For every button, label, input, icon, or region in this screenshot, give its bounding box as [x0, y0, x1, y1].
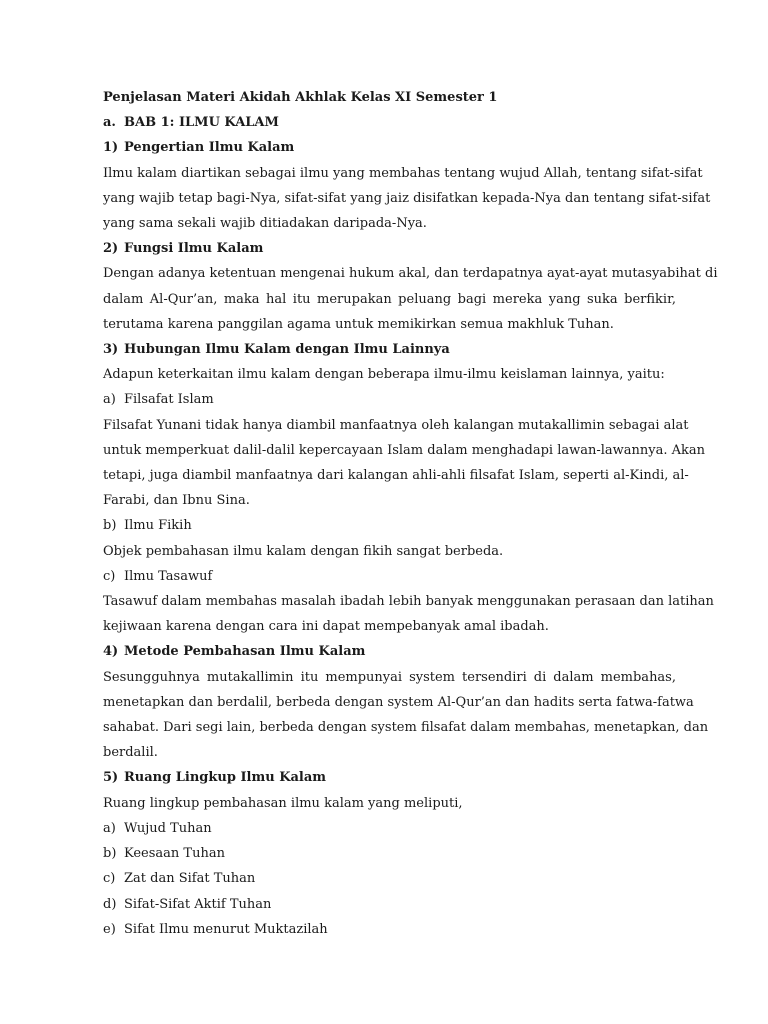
document-page	[103, 85, 718, 942]
subsection-5-number: 5)	[103, 770, 119, 786]
list-label: d)	[103, 896, 117, 912]
list-text: Sifat Ilmu menurut Muktazilah	[124, 921, 328, 937]
subsection-3-heading	[103, 337, 676, 362]
section-title: BAB 1: ILMU KALAM	[124, 115, 279, 131]
subsection-2-title: Fungsi Ilmu Kalam	[124, 241, 264, 257]
scope-item	[103, 892, 676, 917]
section-heading	[103, 110, 676, 135]
scope-item	[103, 866, 676, 891]
list-label: c)	[103, 568, 116, 584]
related-field-filsafat-islam	[103, 387, 676, 412]
paragraph-line: menetapkan dan berdalil, berbeda dengan system Al-Qur’an dan hadits serta fatwa-fatwa	[103, 694, 694, 710]
related-field-ilmu-tasawuf	[103, 564, 676, 589]
scope-item	[103, 816, 676, 841]
subsection-2-number: 2)	[103, 241, 119, 257]
list-label: b)	[103, 518, 117, 534]
subsection-3-title: Hubungan Ilmu Kalam dengan Ilmu Lainnya	[124, 342, 450, 358]
paragraph-line: Ilmu kalam diartikan sebagai ilmu yang membahas tentang wujud Allah, tentang sifat-sifat	[103, 165, 703, 181]
list-text: Ilmu Fikih	[124, 518, 192, 534]
list-label: c)	[103, 871, 116, 887]
scope-item	[103, 917, 676, 942]
list-label: b)	[103, 846, 117, 862]
paragraph-line: terutama karena panggilan agama untuk memikirkan semua makhluk Tuhan.	[103, 316, 614, 332]
paragraph-line: Objek pembahasan ilmu kalam dengan fikih sangat berbeda.	[103, 543, 504, 559]
paragraph-line: yang wajib tetap bagi-Nya, sifat-sifat yang jaiz disifatkan kepada-Nya dan tentang sifat-sifat	[103, 190, 711, 206]
paragraph-line: Farabi, dan Ibnu Sina.	[103, 493, 250, 509]
subsection-3-intro: Adapun keterkaitan ilmu kalam dengan beberapa ilmu-ilmu keislaman lainnya, yaitu:	[103, 367, 665, 383]
paragraph-line: Tasawuf dalam membahas masalah ibadah lebih banyak menggunakan perasaan dan latihan	[103, 594, 714, 610]
list-label: e)	[103, 921, 116, 937]
paragraph-line: Filsafat Yunani tidak hanya diambil manfaatnya oleh kalangan mutakallimin sebagai alat	[103, 417, 689, 433]
list-label: a)	[103, 392, 116, 408]
paragraph-line: untuk memperkuat dalil-dalil kepercayaan Islam dalam menghadapi lawan-lawannya. Akan	[103, 442, 706, 458]
subsection-1-title: Pengertian Ilmu Kalam	[124, 140, 295, 156]
list-text: Keesaan Tuhan	[124, 846, 225, 862]
section-label: a.	[103, 115, 116, 131]
list-text: Ilmu Tasawuf	[124, 568, 213, 584]
paragraph-line: tetapi, juga diambil manfaatnya dari kalangan ahli-ahli filsafat Islam, seperti al-Kindi, al-	[103, 468, 689, 484]
related-field-ilmu-fikih	[103, 513, 676, 538]
subsection-4-number: 4)	[103, 644, 119, 660]
page-title: Penjelasan Materi Akidah Akhlak Kelas XI Semester 1	[103, 90, 498, 105]
subsection-4-heading	[103, 639, 676, 664]
list-text: Sifat-Sifat Aktif Tuhan	[124, 896, 272, 912]
subsection-5-intro: Ruang lingkup pembahasan ilmu kalam yang meliputi,	[103, 795, 463, 811]
subsection-2-heading	[103, 236, 676, 261]
list-label: a)	[103, 820, 116, 836]
scope-item	[103, 841, 676, 866]
paragraph-line: Dengan adanya ketentuan mengenai hukum akal, dan terdapatnya ayat-ayat mutasyabihat di	[103, 266, 718, 282]
paragraph-line: kejiwaan karena dengan cara ini dapat mempebanyak amal ibadah.	[103, 619, 549, 635]
subsection-1-heading	[103, 135, 676, 160]
subsection-4-title: Metode Pembahasan Ilmu Kalam	[124, 644, 366, 660]
list-text: Zat dan Sifat Tuhan	[124, 871, 256, 887]
list-text: Filsafat Islam	[124, 392, 214, 408]
paragraph-line: sahabat. Dari segi lain, berbeda dengan system filsafat dalam membahas, menetapkan, dan	[103, 720, 709, 736]
paragraph-line: dalam Al-Qur’an, maka hal itu merupakan peluang bagi mereka yang suka berfikir,	[103, 291, 676, 307]
subsection-1-number: 1)	[103, 140, 119, 156]
subsection-3-number: 3)	[103, 342, 119, 358]
list-text: Wujud Tuhan	[124, 820, 212, 836]
subsection-5-title: Ruang Lingkup Ilmu Kalam	[124, 770, 327, 786]
paragraph-line: yang sama sekali wajib ditiadakan daripada-Nya.	[103, 216, 427, 232]
paragraph-line: Sesungguhnya mutakallimin itu mempunyai system tersendiri di dalam membahas,	[103, 669, 676, 685]
paragraph-line: berdalil.	[103, 745, 158, 761]
subsection-5-heading	[103, 765, 676, 790]
